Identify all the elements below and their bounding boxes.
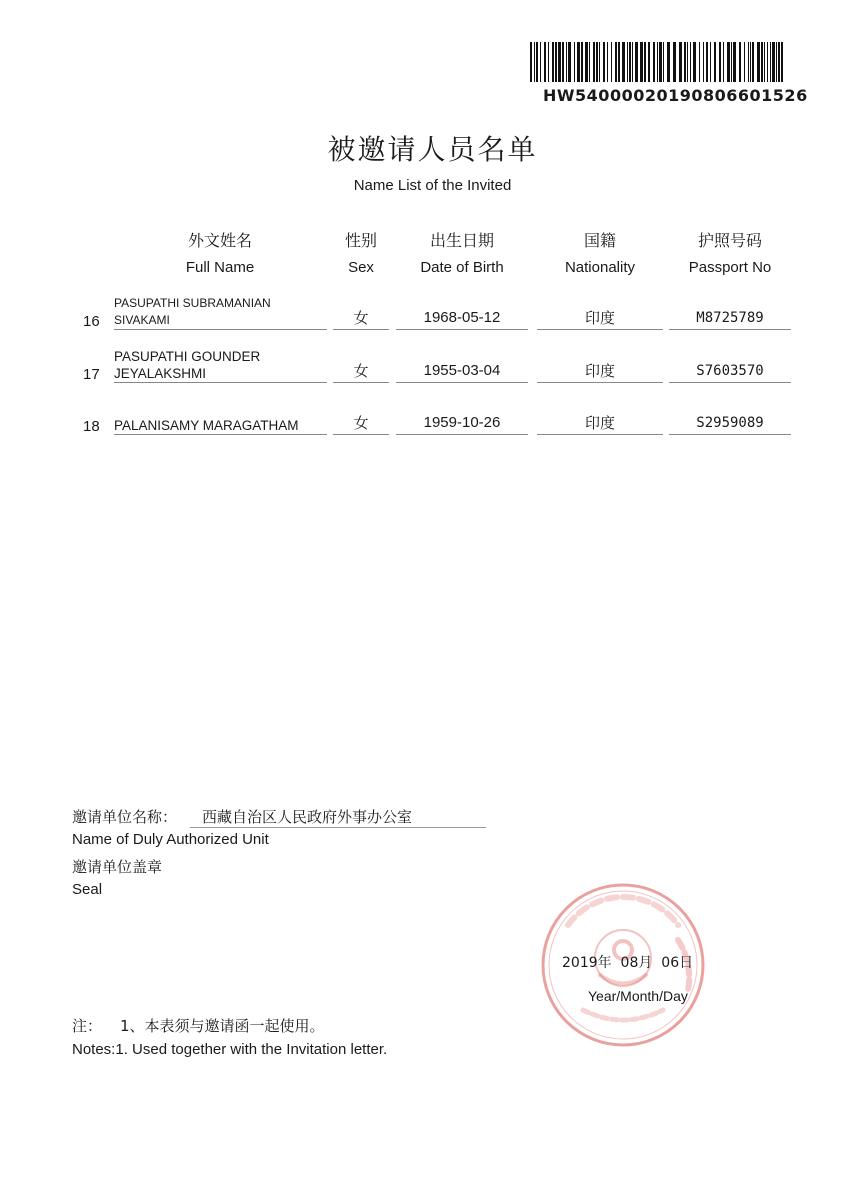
barcode-bar bbox=[739, 42, 741, 82]
barcode-bar bbox=[770, 42, 771, 82]
document-title-en: Name List of the Invited bbox=[353, 177, 512, 194]
row-number: 17 bbox=[83, 366, 100, 383]
barcode-bar bbox=[629, 42, 631, 82]
barcode-bar bbox=[673, 42, 676, 82]
row-sex: 女 bbox=[333, 307, 389, 330]
date-month-unit: 月 bbox=[638, 955, 653, 971]
barcode-bar bbox=[615, 42, 617, 82]
barcode-bar bbox=[585, 42, 588, 82]
barcode bbox=[530, 42, 785, 82]
barcode-number: HW5400002019080660152​6 bbox=[543, 86, 808, 105]
barcode-bar bbox=[723, 42, 724, 82]
row-sex: 女 bbox=[333, 360, 389, 383]
barcode-bar bbox=[781, 42, 783, 82]
row-passport: S7603570 bbox=[669, 360, 791, 383]
unit-value: 西藏自治区人民政府外事办公室 bbox=[190, 806, 486, 828]
barcode-bar bbox=[706, 42, 708, 82]
barcode-bar bbox=[562, 42, 564, 82]
barcode-bar bbox=[710, 42, 711, 82]
barcode-bar bbox=[752, 42, 754, 82]
row-number: 18 bbox=[83, 418, 100, 435]
header-nationality-cn: 国籍 bbox=[583, 231, 616, 250]
barcode-bar bbox=[555, 42, 557, 82]
date-label-en: Year/Month/Day bbox=[588, 988, 688, 1004]
barcode-bar bbox=[599, 42, 600, 82]
barcode-bar bbox=[731, 42, 732, 82]
row-name-line-1: PASUPATHI GOUNDER bbox=[114, 349, 261, 364]
row-dob: 1959-10-26 bbox=[396, 412, 528, 435]
date-year: 2019 bbox=[562, 955, 598, 971]
barcode-bar bbox=[558, 42, 561, 82]
barcode-bar bbox=[648, 42, 650, 82]
barcode-bar bbox=[748, 42, 749, 82]
barcode-bar bbox=[733, 42, 736, 82]
barcode-bar bbox=[684, 42, 686, 82]
seal-label-cn: 邀请单位盖章 bbox=[72, 858, 163, 876]
date-year-unit: 年 bbox=[597, 955, 612, 971]
barcode-bar bbox=[607, 42, 608, 82]
row-name-line-2: PALANISAMY MARAGATHAM bbox=[114, 418, 299, 433]
row-full-name bbox=[114, 417, 327, 435]
header-sex bbox=[333, 230, 389, 278]
barcode-bar bbox=[566, 42, 567, 82]
barcode-bar bbox=[776, 42, 777, 82]
row-full-name bbox=[114, 348, 327, 383]
document-title-cn: 被邀请人员名单 bbox=[327, 133, 538, 166]
barcode-bar bbox=[679, 42, 682, 82]
barcode-bar bbox=[552, 42, 554, 82]
row-name-line-2: SIVAKAMI bbox=[114, 313, 170, 327]
header-dob bbox=[396, 230, 528, 278]
barcode-bar bbox=[627, 42, 628, 82]
barcode-bar bbox=[778, 42, 780, 82]
header-sex-en: Sex bbox=[348, 259, 374, 276]
row-dob: 1968-05-12 bbox=[396, 307, 528, 330]
note-label-cn: 注： bbox=[72, 1017, 103, 1035]
seal-label-en: Seal bbox=[72, 881, 103, 898]
header-dob-cn: 出生日期 bbox=[429, 231, 494, 250]
barcode-bar bbox=[761, 42, 763, 82]
table-row bbox=[0, 278, 865, 330]
barcode-bar bbox=[577, 42, 580, 82]
row-nationality: 印度 bbox=[537, 412, 663, 435]
barcode-bar bbox=[640, 42, 643, 82]
barcode-bar bbox=[574, 42, 575, 82]
note-text-en: Notes:1. Used together with the Invitation letter. bbox=[72, 1041, 388, 1058]
header-nationality bbox=[537, 230, 663, 278]
row-nationality: 印度 bbox=[537, 360, 663, 383]
barcode-bar bbox=[767, 42, 768, 82]
barcode-bar bbox=[750, 42, 751, 82]
barcode-bar bbox=[622, 42, 625, 82]
barcode-bar bbox=[540, 42, 541, 82]
barcode-bar bbox=[644, 42, 646, 82]
row-passport: S2959089 bbox=[669, 412, 791, 435]
date-day-unit: 日 bbox=[679, 955, 694, 971]
header-full-name-cn: 外文姓名 bbox=[187, 231, 252, 250]
barcode-bar bbox=[568, 42, 571, 82]
unit-label-en: Name of Duly Authorized Unit bbox=[72, 831, 269, 848]
barcode-bar bbox=[764, 42, 765, 82]
barcode-bar bbox=[699, 42, 700, 82]
header-full-name bbox=[150, 230, 290, 278]
barcode-bar bbox=[632, 42, 633, 82]
row-name-line-2: JEYALAKSHMI bbox=[114, 366, 207, 381]
barcode-bar bbox=[687, 42, 688, 82]
barcode-bar bbox=[690, 42, 691, 82]
barcode-bar bbox=[611, 42, 612, 82]
barcode-bar bbox=[635, 42, 638, 82]
row-full-name bbox=[114, 295, 327, 330]
header-passport-cn: 护照号码 bbox=[697, 231, 762, 250]
barcode-bar bbox=[693, 42, 696, 82]
barcode-bar bbox=[603, 42, 605, 82]
barcode-bar bbox=[714, 42, 716, 82]
barcode-bar bbox=[544, 42, 546, 82]
row-number: 16 bbox=[83, 313, 100, 330]
barcode-bar bbox=[703, 42, 704, 82]
header-full-name-en: Full Name bbox=[185, 259, 255, 276]
unit-label-cn: 邀请单位名称： bbox=[72, 808, 178, 826]
barcode-bar bbox=[657, 42, 658, 82]
barcode-bar bbox=[667, 42, 670, 82]
table-row bbox=[0, 331, 865, 383]
barcode-bar bbox=[757, 42, 760, 82]
row-nationality: 印度 bbox=[537, 307, 663, 330]
barcode-bar bbox=[727, 42, 730, 82]
barcode-bar bbox=[581, 42, 583, 82]
barcode-bar bbox=[593, 42, 595, 82]
header-passport bbox=[669, 230, 791, 278]
barcode-bar bbox=[534, 42, 535, 82]
barcode-bar bbox=[618, 42, 620, 82]
header-nationality-en: Nationality bbox=[564, 259, 636, 276]
barcode-bar bbox=[653, 42, 655, 82]
date-day: 06 bbox=[661, 955, 680, 971]
seal-date bbox=[562, 952, 693, 972]
date-month: 08 bbox=[620, 955, 639, 971]
barcode-bar bbox=[596, 42, 598, 82]
note-text-cn: 1、本表须与邀请函一起使用。 bbox=[120, 1017, 325, 1035]
row-dob: 1955-03-04 bbox=[396, 360, 528, 383]
barcode-bar bbox=[589, 42, 590, 82]
barcode-bar bbox=[744, 42, 745, 82]
barcode-bar bbox=[530, 42, 532, 82]
header-sex-cn: 性别 bbox=[344, 231, 377, 250]
barcode-bar bbox=[663, 42, 664, 82]
row-sex: 女 bbox=[333, 412, 389, 435]
header-passport-en: Passport No bbox=[688, 259, 772, 276]
barcode-bar bbox=[772, 42, 775, 82]
barcode-bar bbox=[719, 42, 721, 82]
row-passport: M8725789 bbox=[669, 307, 791, 330]
header-dob-en: Date of Birth bbox=[420, 259, 504, 276]
table-row bbox=[0, 383, 865, 435]
barcode-bar bbox=[536, 42, 538, 82]
barcode-bar bbox=[548, 42, 549, 82]
barcode-bar bbox=[659, 42, 662, 82]
row-name-line-1: PASUPATHI SUBRAMANIAN bbox=[114, 296, 271, 310]
